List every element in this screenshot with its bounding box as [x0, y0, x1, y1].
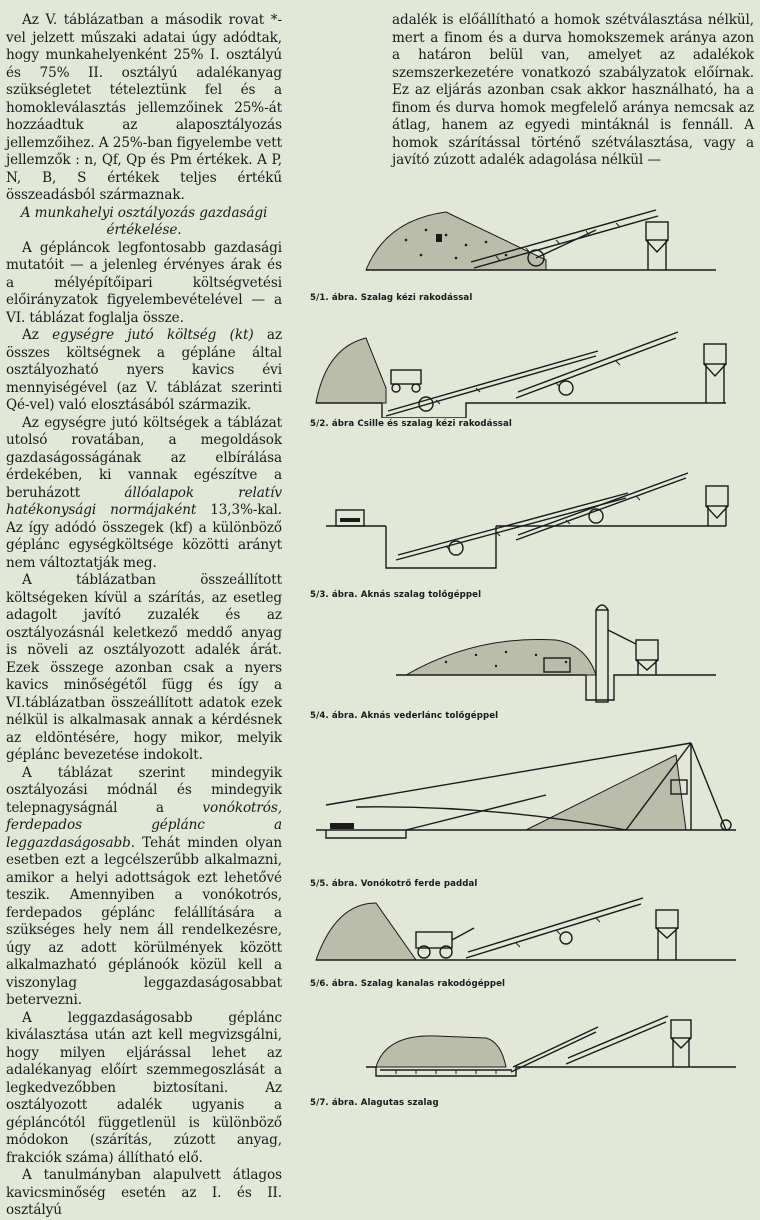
figure-5-1-drawing — [296, 200, 756, 280]
figure-caption: 5/3. ábra. Aknás szalag tolőgéppel — [310, 590, 482, 600]
figure-caption: 5/4. ábra. Aknás vederlánc tolőgéppel — [310, 711, 499, 721]
right-text-column — [392, 12, 754, 170]
figure-caption: 5/6. ábra. Szalag kanalas rakodógéppel — [310, 979, 506, 989]
paragraph: Az egységre jutó költségek a táblázat utolsó rovatában, a megoldások gazdaságosságának az elbírálása érdekében, ki vannak egészítve a beruházott állóalapok relatív hatékonysági normájaként 13,3%-kal. Az így adódó összegek (kf) a különböző géplánc egységköltsége közötti arányt nem változtatják meg. — [6, 414, 283, 571]
figure-caption: 5/7. ábra. Alagutas szalag — [310, 1098, 439, 1108]
paragraph: A tanulmányban alapulvett átlagos kavicsminőség esetén az I. és II. osztályú — [6, 1167, 282, 1218]
section-heading: A munkahelyi osztályozás gazdasági értékelése. — [20, 204, 268, 238]
paragraph: Az egységre jutó költség (kt) az összes költségnek a gépláne által osztályozható nyers kavics évi mennyiségével (az V. táblázat szerinti Qé-vel) való elosztásából származik. — [6, 327, 283, 413]
figure-5-3-drawing — [296, 458, 756, 578]
figure-5-5-drawing — [296, 735, 756, 855]
paragraph: A gépláncok legfontosabb gazdasági mutatóit — a jelenleg érvényes árak és a mélyépítőipari költségvetési előirányzatok figyelembevételével — a VI. táblázat foglalja össze. — [6, 239, 282, 326]
paragraph: Az V. táblázatban a második rovat *-vel jelzett műszaki adatai úgy adódtak, hogy munkahelyenként 25% I. osztályú és 75% II. osztályú adalékanyag szükségletet tételeztünk fel és a homokleválasztás jellemzőinek 25%-át hozzáadtuk az alaposztályozás jellemzőihez. A 25%-ban figyelembe vett jellemzők : n, Qf, Qp és Pm értékek. A P, N, B, S értékek teljes értékű összeadásból származnak. — [6, 12, 282, 203]
paragraph: A táblázat szerint mindegyik osztályozási módnál és mindegyik telepnagyságnál a vonókotrós, ferdepados géplánc a leggazdaságosabb. Tehát minden olyan esetben ezt a legcélszerűbb alkalmazni, amikor a helyi adottságok ezt lehetővé teszik. Amennyiben a vonókotrós, ferdepados géplánc felállítására a szükséges hely nem áll rendelkezésre, úgy az adott körülmények között alkalmazható géplánoók közül kell a viszonylag leggazdaságosabbat betervezni. — [6, 764, 282, 1008]
figure-5-4-drawing — [296, 600, 756, 710]
emphasis: vonókotrós, ferdepados géplánc a leggazdaságosabb — [6, 799, 282, 851]
paragraph: A leggazdaságosabb géplánc kiválasztása után azt kell megvizsgálni, hogy milyen eljárással lehet az adalékanyag előírt szemmegoszlását a legkedvezőbben biztosítani. Az osztályozott adalék ugyanis a gépláncótól függetlenül is különböző módokon (szárítás, zúzott anyag, frakciók száma) állítható elő. — [6, 1009, 282, 1166]
paragraph: adalék is előállítható a homok szétválasztása nélkül, mert a finom és a durva homokszemek aránya azon a határon belül van, amelyet az adalékok szemszerkezetére vonatkozó szabályzatok előírnak. Ez az eljárás azonban csak akkor használható, ha a finom és durva homok megfelelő aránya nemcsak az átlag, hanem az egyedi mintáknál is fennáll. A homok szárítással történő szétválasztása, vagy a javító zúzott adalék adagolása nélkül — — [392, 12, 754, 168]
emphasis: egységre jutó költség (kt) — [52, 327, 254, 343]
left-text-column — [6, 12, 282, 1220]
figure-5-7-drawing — [296, 1012, 756, 1092]
figure-caption: 5/1. ábra. Szalag kézi rakodással — [310, 293, 473, 303]
figure-caption: 5/2. ábra Csille és szalag kézi rakodással — [310, 419, 512, 429]
emphasis: állóalapok relatív hatékonysági normájaként — [6, 484, 282, 518]
paragraph: A táblázatban összeállított költségeken kívül a szárítás, az esetleg adagolt javító zuzalék és az osztályozásnál keletkező meddő anyag is növeli az osztályozott adalék árát. Ezek összege azonban csak a nyers kavics minőségétől függ és így a VI.táblázatban összeállított adatok ezek nélkül is alkalmasak annak a kérdésnek az eldöntésére, hogy mikor, melyik géplánc bevezetése indokolt. — [6, 572, 282, 763]
figure-5-6-drawing — [296, 888, 756, 973]
figure-caption: 5/5. ábra. Vonókotrő ferde paddal — [310, 879, 478, 889]
figure-5-2-drawing — [296, 318, 756, 418]
